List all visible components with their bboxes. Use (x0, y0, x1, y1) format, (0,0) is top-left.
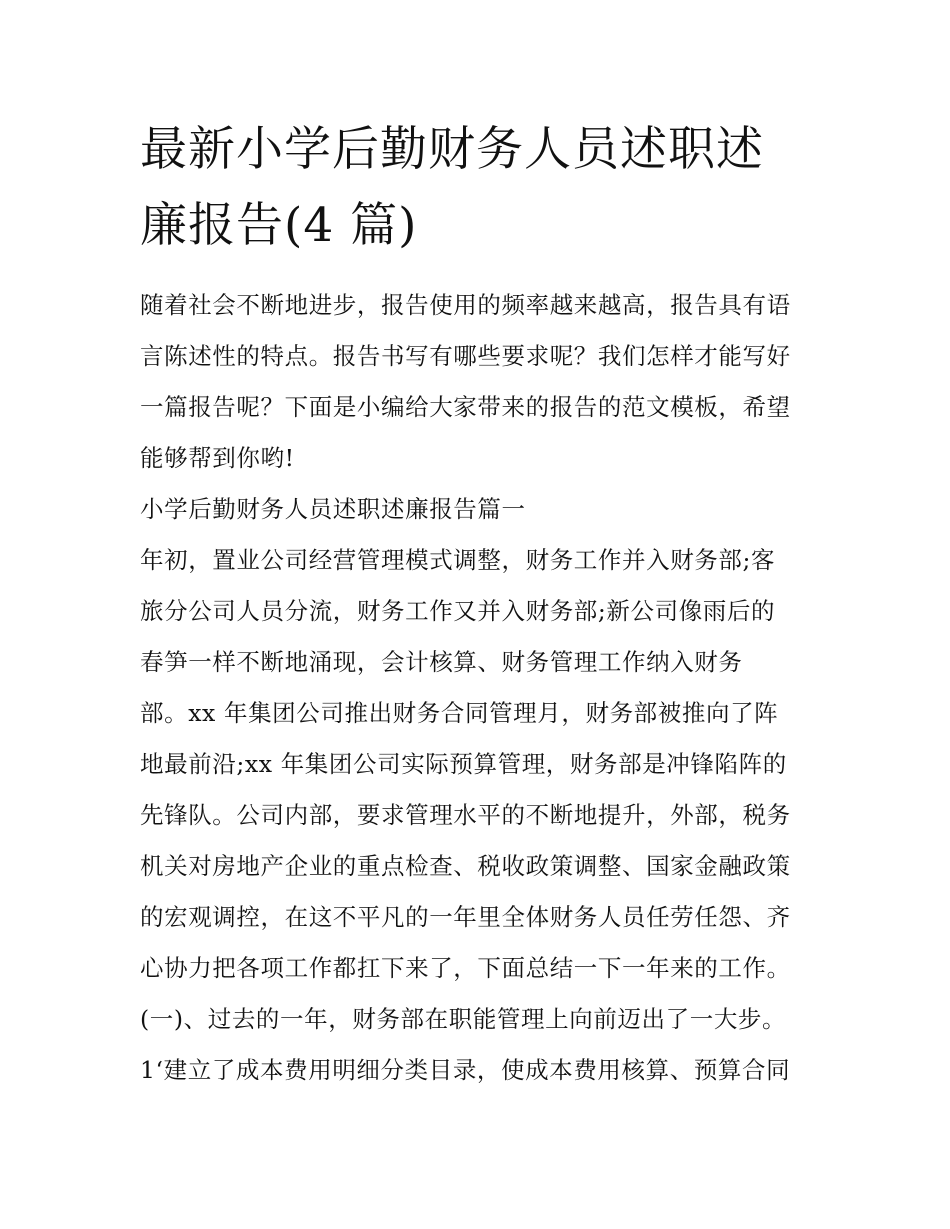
body-paragraph-line: 春笋一样不断地涌现，会计核算、财务管理工作纳入财务 (140, 648, 743, 676)
body-paragraph-line: 心协力把各项工作都扛下来了，下面总结一下一年来的工作。 (140, 954, 791, 982)
body-paragraph-line: 部。xx 年集团公司推出财务合同管理月，财务部被推向了阵 (140, 699, 779, 727)
body-paragraph-line: 旅分公司人员分流，财务工作又并入财务部;新公司像雨后的 (140, 597, 776, 625)
document-body (140, 280, 830, 1096)
body-paragraph-line: 地最前沿;xx 年集团公司实际预算管理，财务部是冲锋陷阵的 (140, 750, 787, 778)
title-line: 最新小学后勤财务人员述职述 (140, 122, 764, 177)
body-paragraph-line: 的宏观调控，在这不平凡的一年里全体财务人员任劳任怨、齐 (140, 903, 791, 931)
body-paragraph-line: 先锋队。公司内部，要求管理水平的不断地提升，外部，税务 (140, 801, 791, 829)
body-paragraph-line: 1‘建立了成本费用明细分类目录，使成本费用核算、预算合同 (140, 1056, 791, 1084)
intro-paragraph-line: 随着社会不断地进步，报告使用的频率越来越高，报告具有语 (140, 291, 791, 319)
title-line: 廉报告(4 篇) (140, 198, 418, 253)
intro-paragraph-line: 言陈述性的特点。报告书写有哪些要求呢？我们怎样才能写好 (140, 342, 791, 370)
body-paragraph-line: 机关对房地产企业的重点检查、税收政策调整、国家金融政策 (140, 852, 791, 880)
body-paragraph-line: (一)、过去的一年，财务部在职能管理上向前迈出了一大步。 (140, 1005, 787, 1033)
section-heading: 小学后勤财务人员述职述廉报告篇一 (140, 495, 526, 523)
intro-paragraph-line: 能够帮到你哟! (140, 444, 295, 472)
document-title (140, 112, 830, 264)
intro-paragraph-line: 一篇报告呢？下面是小编给大家带来的报告的范文模板，希望 (140, 393, 791, 421)
body-paragraph-line: 年初，置业公司经营管理模式调整，财务工作并入财务部;客 (140, 546, 776, 574)
